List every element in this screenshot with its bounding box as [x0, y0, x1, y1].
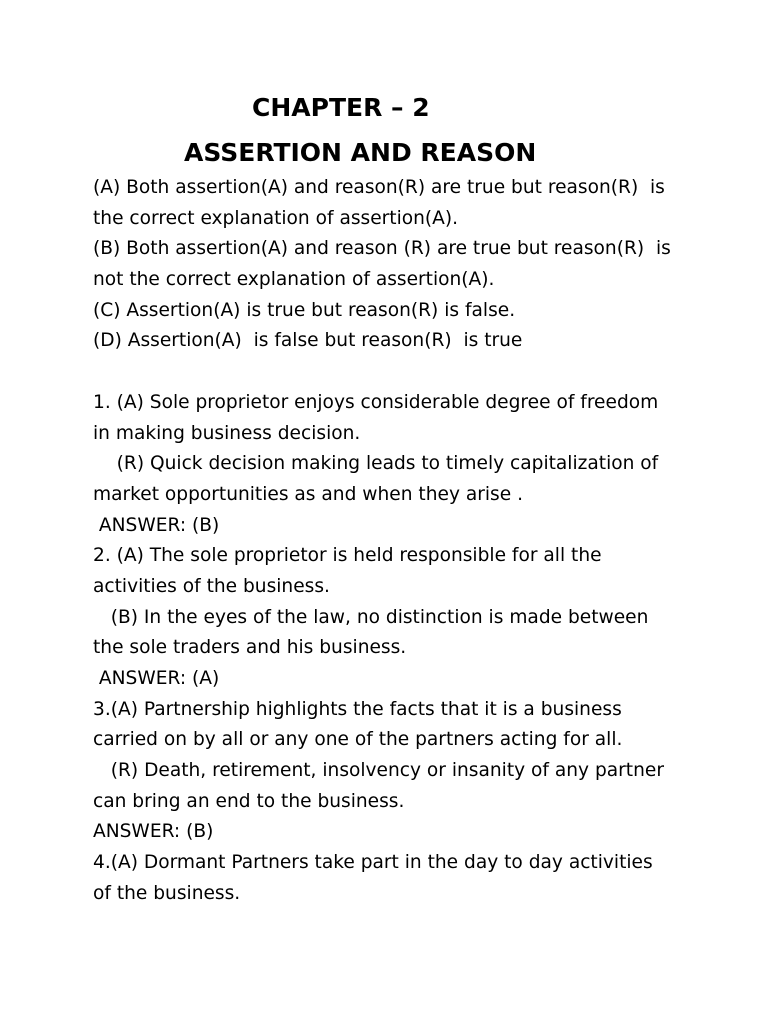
- text-line: market opportunities as and when they arise .: [93, 483, 524, 505]
- text-line: (D) Assertion(A) is false but reason(R) is true: [93, 330, 523, 352]
- text-line: (A) Both assertion(A) and reason(R) are true but reason(R) is: [93, 177, 665, 198]
- answer-line: ANSWER: (B): [93, 821, 214, 843]
- section-title: ASSERTION AND REASON: [184, 138, 537, 167]
- text-line: carried on by all or any one of the partners acting for all.: [93, 729, 623, 751]
- text-line: 1. (A) Sole proprietor enjoys considerable degree of freedom: [93, 391, 659, 413]
- text-line: 3.(A) Partnership highlights the facts that it is a business: [93, 698, 622, 720]
- blank-line: [93, 357, 693, 388]
- text-line: 4.(A) Dormant Partners take part in the day to day activities: [93, 852, 653, 874]
- text-line: the correct explanation of assertion(A).: [93, 207, 459, 229]
- text-line: the sole traders and his business.: [93, 637, 407, 659]
- text-line: in making business decision.: [93, 422, 361, 444]
- text-line: not the correct explanation of assertion(A).: [93, 269, 495, 291]
- text-line: activities of the business.: [93, 575, 330, 597]
- text-line: (C) Assertion(A) is true but reason(R) is false.: [93, 299, 516, 321]
- document-body: [93, 173, 693, 910]
- chapter-title: CHAPTER – 2: [252, 93, 430, 122]
- text-line: can bring an end to the business.: [93, 790, 405, 812]
- answer-line: ANSWER: (B): [93, 514, 220, 536]
- text-line: (B) Both assertion(A) and reason (R) are true but reason(R) is: [93, 238, 671, 260]
- text-line: (B) In the eyes of the law, no distinction is made between: [93, 606, 649, 628]
- text-line: (R) Death, retirement, insolvency or insanity of any partner: [93, 760, 664, 782]
- text-line: 2. (A) The sole proprietor is held responsible for all the: [93, 545, 602, 567]
- text-line: of the business.: [93, 882, 241, 904]
- answer-line: ANSWER: (A): [93, 668, 220, 689]
- text-line: (R) Quick decision making leads to timely capitalization of: [93, 453, 659, 475]
